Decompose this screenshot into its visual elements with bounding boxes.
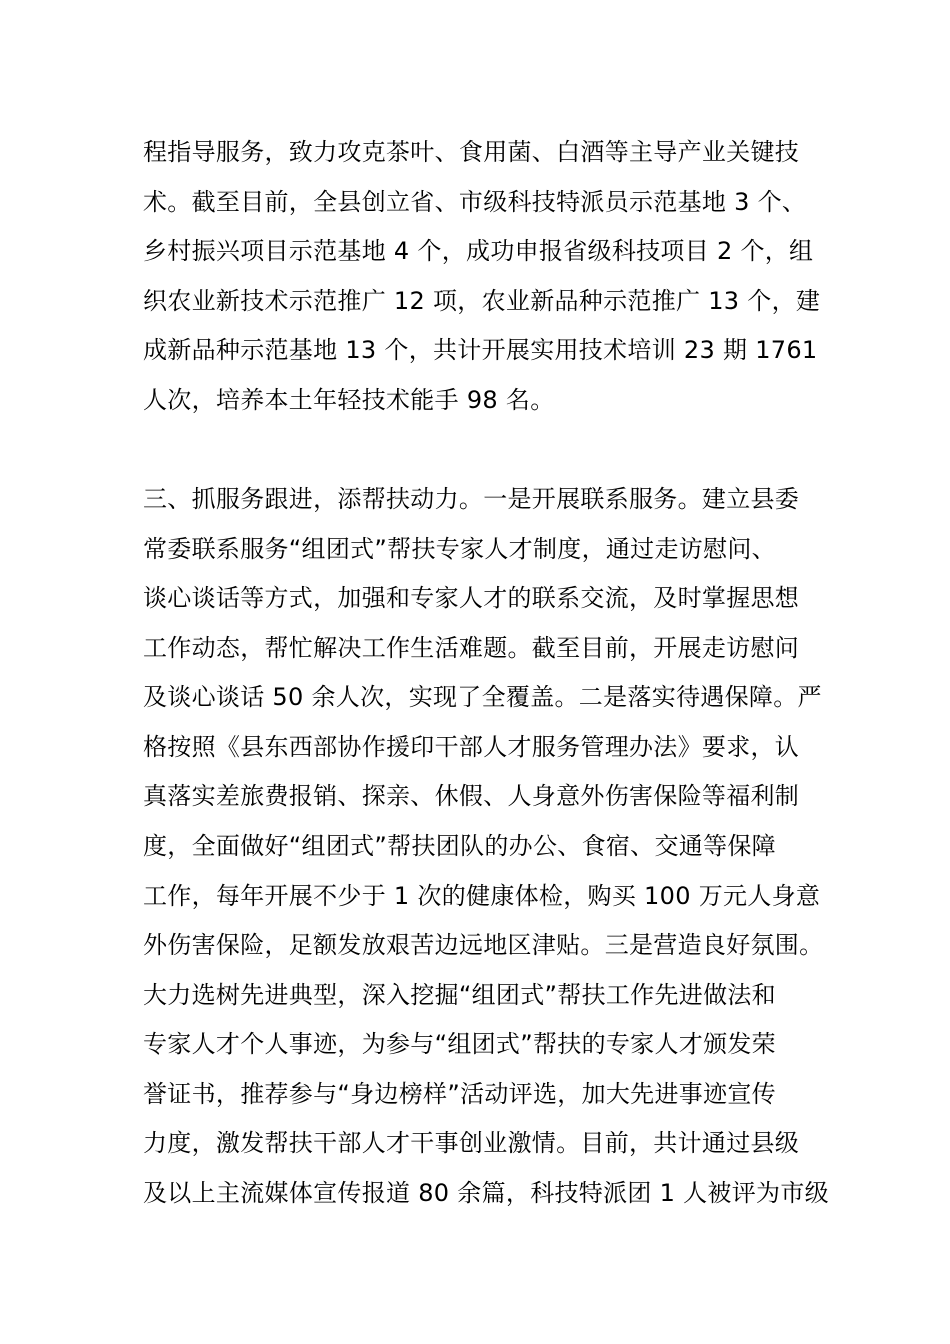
text-line: 织农业新技术示范推广 12 项，农业新品种示范推广 13 个，建 [143, 287, 821, 315]
text-line: 程指导服务，致力攻克茶叶、食用菌、白酒等主导产业关键技 [143, 138, 800, 166]
text-line: 及以上主流媒体宣传报道 80 余篇，科技特派团 1 人被评为市级 [143, 1179, 829, 1207]
text-line: 乡村振兴项目示范基地 4 个，成功申报省级科技项目 2 个，组 [143, 237, 814, 265]
text-line: 术。截至目前，全县创立省、市级科技特派员示范基地 3 个、 [143, 188, 807, 216]
text-line: 常委联系服务“组团式”帮扶专家人才制度，通过走访慰问、 [143, 535, 776, 563]
text-line: 谈心谈话等方式，加强和专家人才的联系交流，及时掌握思想 [143, 584, 800, 612]
text-line: 大力选树先进典型，深入挖掘“组团式”帮扶工作先进做法和 [143, 981, 776, 1009]
text-line: 三、抓服务跟进，添帮扶动力。一是开展联系服务。建立县委 [143, 485, 800, 513]
text-line: 度，全面做好“组团式”帮扶团队的办公、食宿、交通等保障 [143, 832, 776, 860]
text-line: 力度，激发帮扶干部人才干事创业激情。目前，共计通过县级 [143, 1129, 800, 1157]
text-line: 成新品种示范基地 13 个，共计开展实用技术培训 23 期 1761 [143, 336, 818, 364]
text-line: 及谈心谈话 50 余人次，实现了全覆盖。二是落实待遇保障。严 [143, 683, 822, 711]
text-line: 格按照《县东西部协作援印干部人才服务管理办法》要求，认 [143, 733, 800, 761]
text-line: 外伤害保险，足额发放艰苦边远地区津贴。三是营造良好氛围。 [143, 931, 824, 959]
text-line: 工作动态，帮忙解决工作生活难题。截至目前，开展走访慰问 [143, 634, 800, 662]
text-line: 人次，培养本土年轻技术能手 98 名。 [143, 386, 555, 414]
text-line: 真落实差旅费报销、探亲、休假、人身意外伤害保险等福利制 [143, 782, 800, 810]
text-line: 专家人才个人事迹，为参与“组团式”帮扶的专家人才颁发荣 [143, 1030, 776, 1058]
text-line: 工作，每年开展不少于 1 次的健康体检，购买 100 万元人身意 [143, 882, 821, 910]
text-line: 誉证书，推荐参与“身边榜样”活动评选，加大先进事迹宣传 [143, 1080, 776, 1108]
